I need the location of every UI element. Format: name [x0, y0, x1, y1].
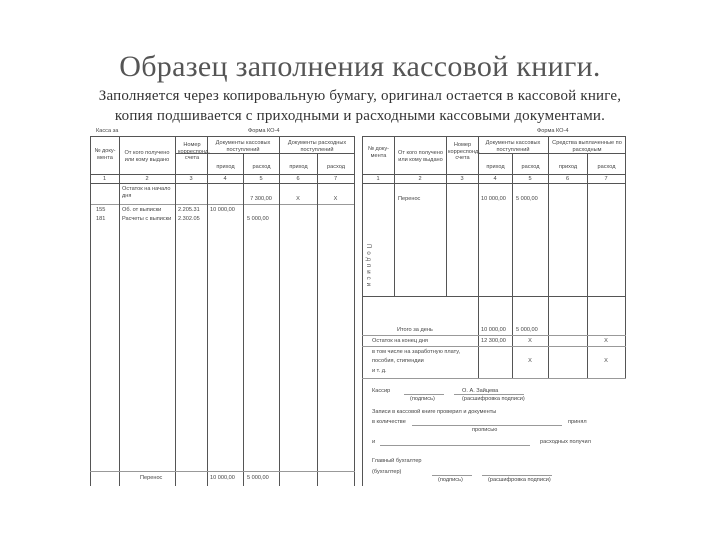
- left-col-expense-2: расход: [326, 164, 345, 170]
- vertical-label-text: Подписи: [365, 244, 371, 289]
- right-checked-word: прописью: [472, 427, 498, 433]
- left-balance-value: 7 300,00: [250, 196, 272, 202]
- right-col-num: 3: [460, 176, 464, 182]
- right-col-income-group: Документы кассовых поступлений: [485, 140, 541, 153]
- right-col-num: 4: [493, 176, 497, 182]
- right-col-income-2: приход: [558, 164, 578, 170]
- table-row-account: 2.205.31: [178, 207, 200, 213]
- left-col-account: Номер корреспонд. счета: [178, 142, 210, 161]
- right-incl-x: X: [528, 358, 532, 364]
- right-checked-received: принял: [568, 419, 587, 425]
- left-col-num: 6: [296, 176, 300, 182]
- right-col-num: 5: [528, 176, 532, 182]
- page-title: Образец заполнения кассовой книги.: [119, 50, 601, 83]
- right-and-docs: расходных получил: [540, 439, 591, 445]
- left-col-income-2: приход: [289, 164, 308, 170]
- left-col-income: приход: [216, 164, 235, 170]
- right-end-balance-x: X: [528, 338, 532, 344]
- right-incl-label: в том числе на заработную плату,: [372, 349, 461, 355]
- left-col-num: 5: [259, 176, 263, 182]
- right-col-from-whom: От кого получено или кому выдано: [398, 150, 443, 163]
- right-col-num: 1: [376, 176, 380, 182]
- right-checked-label-2: в количестве: [372, 419, 406, 425]
- left-balance-x: X: [296, 196, 300, 202]
- left-col-num: 2: [145, 176, 149, 182]
- table-row-from: Об. от выписки: [122, 207, 162, 213]
- right-cashier-decode: (расшифровка подписи): [462, 396, 525, 402]
- left-balance-x-2: X: [333, 196, 338, 202]
- left-footer-label: Перенос: [140, 475, 163, 481]
- right-end-balance-x-2: X: [604, 338, 608, 344]
- right-carry-income: 10 000,00: [481, 196, 506, 202]
- right-end-balance-label: Остаток на конец дня: [372, 338, 428, 344]
- left-header-label: Касса за: [96, 128, 119, 134]
- right-col-account: Номер корреспонд. счета: [448, 142, 480, 161]
- right-col-doc-no: № доку-мента: [367, 146, 390, 159]
- table-row-income: 10 000,00: [210, 207, 235, 213]
- left-footer-expense: 5 000,00: [247, 475, 269, 481]
- right-chief-role: (бухгалтер): [372, 469, 402, 475]
- right-end-balance-value: 12 300,00: [481, 338, 506, 344]
- table-row-account: 2.302.05: [178, 216, 200, 222]
- left-col-num: 7: [333, 176, 338, 182]
- right-chief-sign: (подпись): [438, 477, 463, 483]
- right-totals-expense: 5 000,00: [516, 327, 538, 333]
- right-header-form: Форма КО-4: [537, 128, 569, 134]
- right-chief-decode: (расшифровка подписи): [488, 477, 551, 483]
- right-col-expense-group: Средства выплаченные по расходным: [552, 140, 622, 153]
- right-col-num: 6: [565, 176, 570, 182]
- subtitle-line-2: копия подшивается с приходными и расходными кассовыми документами.: [114, 108, 606, 124]
- right-totals-label: Итого за день: [397, 327, 433, 333]
- right-and-label: и: [372, 439, 376, 445]
- left-col-expense-group: Документы расходных поступлений: [287, 140, 347, 153]
- right-cashier-sign: (подпись): [410, 396, 435, 402]
- right-incl-label-3: и т. д.: [372, 368, 387, 374]
- left-header-form: Форма КО-4: [248, 128, 280, 134]
- right-checked-label: Записи в кассовой книге проверил и документы: [372, 409, 497, 415]
- table-row-doc: 181: [96, 216, 106, 222]
- right-col-num: 2: [418, 176, 422, 182]
- right-col-expense: расход: [521, 164, 540, 170]
- right-col-expense-2: расход: [597, 164, 616, 170]
- left-col-income-group: Документы кассовых поступлений: [215, 140, 271, 153]
- right-cash-sheet: [362, 126, 626, 486]
- left-col-expense: расход: [252, 164, 271, 170]
- right-incl-x-2: X: [604, 358, 608, 364]
- left-footer-income: 10 000,00: [210, 475, 235, 481]
- right-carry-expense: 5 000,00: [516, 196, 538, 202]
- left-col-from-whom: От кого получено или кому выдано: [124, 150, 170, 163]
- table-row-doc: 155: [96, 207, 106, 213]
- right-col-num: 7: [604, 176, 608, 182]
- left-col-num: 4: [223, 176, 227, 182]
- right-totals-income: 10 000,00: [481, 327, 506, 333]
- right-incl-label-2: пособия, стипендии: [372, 358, 424, 364]
- left-col-doc-no: № доку-мента: [94, 148, 116, 161]
- right-cashier-title: Кассир: [372, 388, 391, 394]
- page-subtitle: [0, 86, 720, 126]
- subtitle-line-1: Заполняется через копировальную бумагу, оригинал остается в кассовой книге,: [98, 88, 622, 104]
- right-chief-title: Главный бухгалтер: [372, 458, 422, 464]
- left-cash-sheet: [90, 126, 355, 486]
- left-col-num: 1: [102, 176, 107, 182]
- right-cashier-name: О. А. Зайцева: [462, 388, 499, 394]
- table-row-from: Расчеты с выписки: [122, 216, 172, 222]
- table-row-expense: 5 000,00: [247, 216, 269, 222]
- right-vertical-label: [363, 244, 369, 293]
- right-carry-label: Перенос: [398, 196, 421, 202]
- left-balance-label: Остаток на начало дня: [122, 186, 171, 199]
- left-col-num: 3: [189, 176, 193, 182]
- right-col-income: приход: [486, 164, 505, 170]
